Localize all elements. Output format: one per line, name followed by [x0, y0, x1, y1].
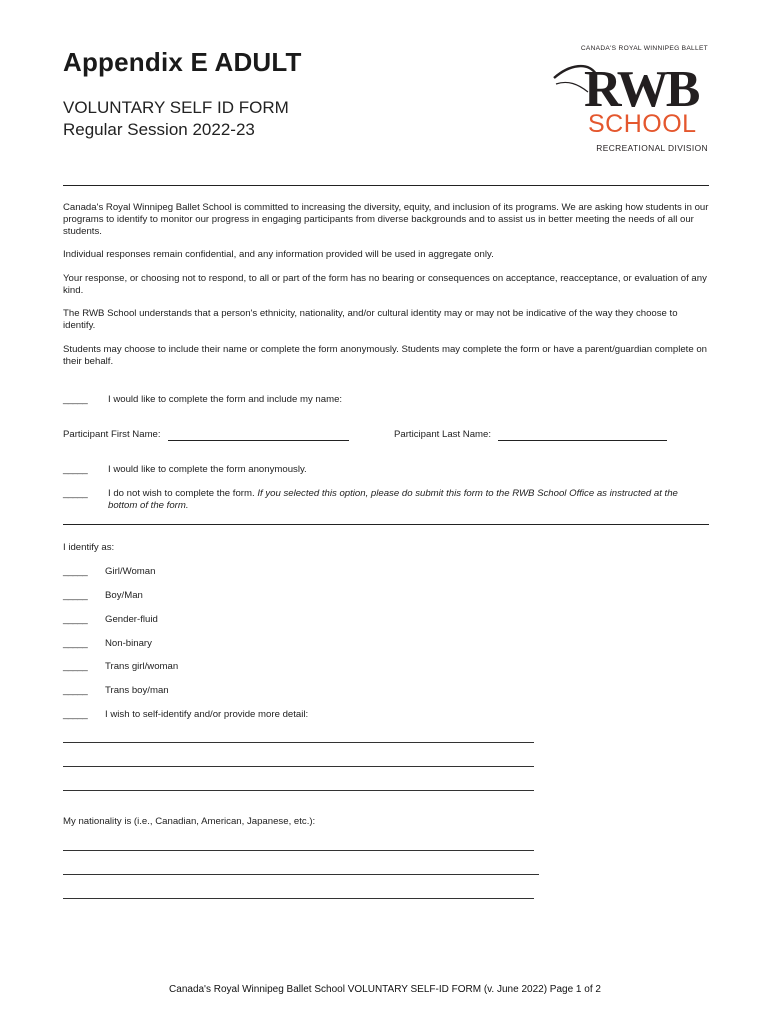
nationality-label: My nationality is (i.e., Canadian, American, Japanese, etc.): [63, 816, 316, 827]
identity-option-trans-girl-woman: Trans girl/woman [105, 661, 179, 672]
section-divider [63, 524, 709, 525]
identity-option-boy-man: Boy/Man [105, 590, 143, 601]
last-name-label: Participant Last Name: [394, 429, 492, 440]
identity-option-self-identify: I wish to self-identify and/or provide more detail: [105, 709, 309, 720]
intro-paragraph-2: Individual responses remain confidential, and any information provided will be used in aggregate only. [63, 249, 494, 260]
nationality-line-2[interactable] [63, 874, 539, 875]
logo-top-text: CANADA'S ROYAL WINNIPEG BALLET [580, 45, 708, 52]
intro-paragraph-5: Students may choose to include their name or complete the form anonymously. Students may complete the form or have a parent/guardian complete on their behalf. [63, 344, 708, 367]
last-name-field[interactable] [498, 440, 667, 441]
identity-option-trans-boy-man: Trans boy/man [105, 685, 169, 696]
identity-checkbox[interactable]: _____ [63, 590, 88, 601]
identity-heading: I identify as: [63, 542, 115, 553]
identity-checkbox[interactable]: _____ [63, 638, 88, 649]
page-footer: Canada's Royal Winnipeg Ballet School VOLUNTARY SELF-ID FORM (v. June 2022) Page 1 of 2 [169, 984, 601, 995]
logo-school-text: SCHOOL [588, 110, 697, 138]
include-name-checkbox[interactable]: _____ [63, 394, 88, 405]
decline-text: I do not wish to complete the form. [108, 488, 255, 499]
identity-option-non-binary: Non-binary [105, 638, 152, 649]
self-identify-line-1[interactable] [63, 742, 534, 743]
session-name: Regular Session 2022-23 [63, 120, 255, 139]
identity-checkbox[interactable]: _____ [63, 709, 88, 720]
header-divider [63, 185, 709, 186]
self-identify-line-2[interactable] [63, 766, 534, 767]
identity-checkbox[interactable]: _____ [63, 661, 88, 672]
nationality-line-1[interactable] [63, 850, 534, 851]
decline-label [108, 488, 708, 512]
intro-paragraph-1: Canada's Royal Winnipeg Ballet School is committed to increasing the diversity, equity, and inclusion of its programs. We are asking how students in our programs to identify to monitor our progress in engaging participants from diverse backgrounds and to assist us in better meeting the needs of all our students. [63, 202, 709, 237]
rwb-school-logo [548, 40, 713, 158]
include-name-label: I would like to complete the form and include my name: [108, 394, 343, 405]
form-name: VOLUNTARY SELF ID FORM [63, 98, 289, 117]
intro-paragraph-4: The RWB School understands that a person's ethnicity, nationality, and/or cultural identity may or may not be indicative of the way they choose to identify. [63, 308, 678, 331]
page-title: Appendix E ADULT [63, 47, 302, 77]
decline-checkbox[interactable]: _____ [63, 488, 88, 499]
self-identify-line-3[interactable] [63, 790, 534, 791]
identity-option-girl-woman: Girl/Woman [105, 566, 156, 577]
identity-option-gender-fluid: Gender-fluid [105, 614, 158, 625]
identity-checkbox[interactable]: _____ [63, 566, 88, 577]
decline-note: If you selected this option, please do submit this form to the RWB School Office as instructed at the bottom of the form. [108, 488, 678, 511]
anonymous-label: I would like to complete the form anonymously. [108, 464, 307, 475]
first-name-label: Participant First Name: [63, 429, 161, 440]
identity-checkbox[interactable]: _____ [63, 685, 88, 696]
logo-division-text: RECREATIONAL DIVISION [596, 143, 708, 153]
anonymous-checkbox[interactable]: _____ [63, 464, 88, 475]
identity-checkbox[interactable]: _____ [63, 614, 88, 625]
first-name-field[interactable] [168, 440, 349, 441]
intro-paragraph-3: Your response, or choosing not to respond, to all or part of the form has no bearing or consequences on acceptance, reacceptance, or evaluation of any kind. [63, 273, 707, 296]
logo-main-text: RWB [584, 61, 698, 118]
nationality-line-3[interactable] [63, 898, 534, 899]
